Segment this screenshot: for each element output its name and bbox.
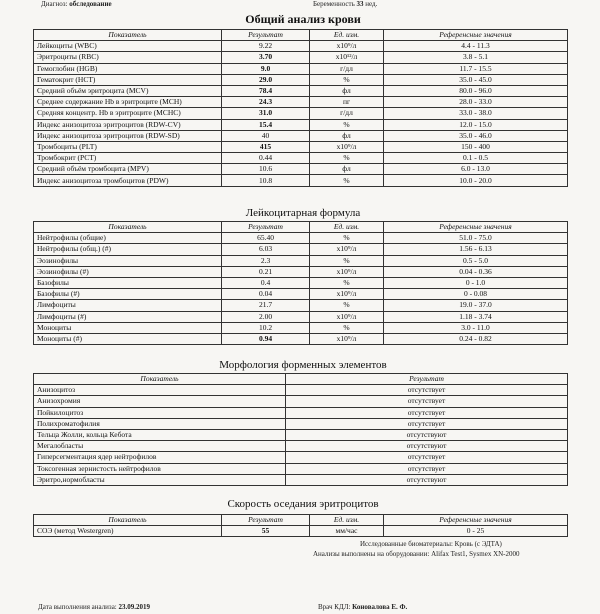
- reference-cell: 0 - 25: [384, 526, 568, 537]
- unit-cell: фл: [310, 85, 384, 96]
- result-cell: 2.00: [222, 311, 310, 322]
- indicator-cell: Гематокрит (HCT): [34, 74, 222, 85]
- leuko-row: [34, 244, 568, 255]
- unit-cell: %: [310, 277, 384, 288]
- reference-cell: 35.0 - 46.0: [384, 130, 568, 141]
- reference-cell: 10.0 - 20.0: [384, 175, 568, 186]
- equipment-note: Анализы выполнены на оборудовании: Alifax Test1, Sysmex XN-2000: [313, 550, 520, 558]
- result-cell: отсутствуют: [286, 441, 568, 452]
- result-cell: отсутствует: [286, 463, 568, 474]
- reference-cell: 150 - 400: [384, 141, 568, 152]
- indicator-cell: Токсогенная зернистость нейтрофилов: [34, 463, 286, 474]
- leuko-row: [34, 322, 568, 333]
- indicator-cell: Моноциты: [34, 322, 222, 333]
- indicator-cell: Базофилы: [34, 277, 222, 288]
- result-cell: 3.70: [222, 52, 310, 63]
- reference-cell: 0.24 - 0.82: [384, 333, 568, 344]
- cbc-row: [34, 52, 568, 63]
- result-cell: 9.0: [222, 63, 310, 74]
- reference-cell: 3.8 - 5.1: [384, 52, 568, 63]
- reference-cell: 0.04 - 0.36: [384, 266, 568, 277]
- unit-cell: x10⁹/л: [310, 289, 384, 300]
- result-cell: отсутствует: [286, 385, 568, 396]
- result-cell: 40: [222, 130, 310, 141]
- unit-cell: x10⁹/л: [310, 333, 384, 344]
- result-cell: 9.22: [222, 41, 310, 52]
- unit-cell: г/дл: [310, 63, 384, 74]
- morph-row: [34, 452, 568, 463]
- result-cell: 415: [222, 141, 310, 152]
- result-cell: 55: [222, 526, 310, 537]
- cbc-header-row: [34, 30, 568, 41]
- unit-cell: x10¹²/л: [310, 52, 384, 63]
- unit-cell: мм/час: [310, 526, 384, 537]
- morph-row: [34, 463, 568, 474]
- indicator-cell: Базофилы (#): [34, 289, 222, 300]
- result-cell: 24.3: [222, 97, 310, 108]
- cbc-row: [34, 119, 568, 130]
- cbc-row: [34, 63, 568, 74]
- col-indicator: Показатель: [34, 374, 286, 385]
- leuko-row: [34, 289, 568, 300]
- indicator-cell: Нейтрофилы (общ.) (#): [34, 244, 222, 255]
- reference-cell: 6.0 - 13.0: [384, 164, 568, 175]
- cbc-row: [34, 141, 568, 152]
- result-cell: 65.40: [222, 233, 310, 244]
- indicator-cell: Моноциты (#): [34, 333, 222, 344]
- indicator-cell: Гемоглобин (HGB): [34, 63, 222, 74]
- cbc-row: [34, 130, 568, 141]
- unit-cell: фл: [310, 164, 384, 175]
- indicator-cell: Тромбокрит (PCT): [34, 153, 222, 164]
- unit-cell: %: [310, 322, 384, 333]
- leuko-row: [34, 311, 568, 322]
- indicator-cell: Эритроциты (RBC): [34, 52, 222, 63]
- indicator-cell: Индекс анизоцитоза эритроцитов (RDW-CV): [34, 119, 222, 130]
- morph-header-row: [34, 374, 568, 385]
- cbc-table: [33, 29, 567, 187]
- unit-cell: x10⁹/л: [310, 311, 384, 322]
- cbc-row: [34, 74, 568, 85]
- indicator-cell: Эритро,нормобласты: [34, 474, 286, 485]
- indicator-cell: Нейтрофилы (общие): [34, 233, 222, 244]
- result-cell: отсутствует: [286, 407, 568, 418]
- cbc-row: [34, 153, 568, 164]
- result-cell: 0.04: [222, 289, 310, 300]
- indicator-cell: Средний объём эритроцита (MCV): [34, 85, 222, 96]
- result-cell: 0.44: [222, 153, 310, 164]
- result-cell: 21.7: [222, 300, 310, 311]
- unit-cell: %: [310, 175, 384, 186]
- reference-cell: 12.0 - 15.0: [384, 119, 568, 130]
- leuko-row: [34, 233, 568, 244]
- col-indicator: Показатель: [34, 30, 222, 41]
- morph-row: [34, 429, 568, 440]
- col-unit: Ед. изм.: [310, 515, 384, 526]
- indicator-cell: Лимфоциты (#): [34, 311, 222, 322]
- morph-table: [33, 373, 567, 486]
- unit-cell: г/дл: [310, 108, 384, 119]
- unit-cell: x10⁹/л: [310, 41, 384, 52]
- result-cell: 6.03: [222, 244, 310, 255]
- unit-cell: x10⁹/л: [310, 266, 384, 277]
- result-cell: отсутствует: [286, 452, 568, 463]
- result-cell: 31.0: [222, 108, 310, 119]
- esr-table: [33, 514, 567, 537]
- reference-cell: 3.0 - 11.0: [384, 322, 568, 333]
- indicator-cell: СОЭ (метод Westergren): [34, 526, 222, 537]
- reference-cell: 33.0 - 38.0: [384, 108, 568, 119]
- indicator-cell: Гиперсегментация ядер нейтрофилов: [34, 452, 286, 463]
- col-result: Результат: [222, 30, 310, 41]
- unit-cell: %: [310, 233, 384, 244]
- indicator-cell: Тельца Жолли, кольца Кебота: [34, 429, 286, 440]
- esr-row: [34, 526, 568, 537]
- indicator-cell: Эозинофилы (#): [34, 266, 222, 277]
- indicator-cell: Мегалобласты: [34, 441, 286, 452]
- col-result: Результат: [222, 515, 310, 526]
- indicator-cell: Средняя концентр. Hb в эритроците (MCHC): [34, 108, 222, 119]
- unit-cell: x10⁹/л: [310, 141, 384, 152]
- morph-title: Морфология форменных элементов: [219, 359, 387, 371]
- reference-cell: 51.0 - 75.0: [384, 233, 568, 244]
- cbc-row: [34, 164, 568, 175]
- morph-row: [34, 396, 568, 407]
- indicator-cell: Средний объём тромбоцита (MPV): [34, 164, 222, 175]
- result-cell: 2.3: [222, 255, 310, 266]
- report-header-line: [33, 0, 573, 12]
- reference-cell: 0.5 - 5.0: [384, 255, 568, 266]
- col-unit: Ед. изм.: [310, 30, 384, 41]
- result-cell: отсутствует: [286, 418, 568, 429]
- col-indicator: Показатель: [34, 515, 222, 526]
- indicator-cell: Анизохромия: [34, 396, 286, 407]
- cbc-row: [34, 41, 568, 52]
- reference-cell: 80.0 - 96.0: [384, 85, 568, 96]
- col-result: Результат: [286, 374, 568, 385]
- indicator-cell: Индекс анизоцитоза эритроцитов (RDW-SD): [34, 130, 222, 141]
- esr-header-row: [34, 515, 568, 526]
- leuko-row: [34, 277, 568, 288]
- reference-cell: 4.4 - 11.3: [384, 41, 568, 52]
- result-cell: отсутствуют: [286, 429, 568, 440]
- reference-cell: 11.7 - 15.5: [384, 63, 568, 74]
- result-cell: 10.6: [222, 164, 310, 175]
- unit-cell: %: [310, 74, 384, 85]
- indicator-cell: Анизоцитоз: [34, 385, 286, 396]
- result-cell: отсутствуют: [286, 474, 568, 485]
- reference-cell: 28.0 - 33.0: [384, 97, 568, 108]
- unit-cell: %: [310, 255, 384, 266]
- cbc-title: Общий анализ крови: [245, 12, 361, 26]
- col-unit: Ед. изм.: [310, 222, 384, 233]
- col-indicator: Показатель: [34, 222, 222, 233]
- indicator-cell: Эозинофилы: [34, 255, 222, 266]
- cbc-row: [34, 108, 568, 119]
- indicator-cell: Среднее содержание Hb в эритроците (MCH): [34, 97, 222, 108]
- col-reference: Референсные значения: [384, 222, 568, 233]
- reference-cell: 0.1 - 0.5: [384, 153, 568, 164]
- result-cell: 0.94: [222, 333, 310, 344]
- indicator-cell: Лимфоциты: [34, 300, 222, 311]
- unit-cell: фл: [310, 130, 384, 141]
- result-cell: 0.4: [222, 277, 310, 288]
- unit-cell: %: [310, 153, 384, 164]
- diagnosis: Диагноз: обследование: [41, 0, 112, 8]
- leuko-row: [34, 266, 568, 277]
- reference-cell: 1.56 - 6.13: [384, 244, 568, 255]
- indicator-cell: Пойкилоцитоз: [34, 407, 286, 418]
- doctor-signature-line: Врач КДЛ: Коновалова Е. Ф.: [318, 603, 408, 611]
- result-cell: 15.4: [222, 119, 310, 130]
- indicator-cell: Индекс анизоцитоза тромбоцитов (PDW): [34, 175, 222, 186]
- indicator-cell: Лейкоциты (WBC): [34, 41, 222, 52]
- leuko-row: [34, 255, 568, 266]
- morph-row: [34, 385, 568, 396]
- pregnancy: Беременность 33 нед.: [313, 0, 378, 8]
- unit-cell: %: [310, 300, 384, 311]
- leuko-header-row: [34, 222, 568, 233]
- unit-cell: пг: [310, 97, 384, 108]
- result-cell: 10.2: [222, 322, 310, 333]
- result-cell: 78.4: [222, 85, 310, 96]
- result-cell: 10.8: [222, 175, 310, 186]
- leuko-title: Лейкоцитарная формула: [245, 207, 361, 219]
- cbc-row: [34, 97, 568, 108]
- morph-row: [34, 418, 568, 429]
- leuko-table: [33, 221, 567, 345]
- reference-cell: 19.0 - 37.0: [384, 300, 568, 311]
- biomaterial-note: Исследованные биоматериалы: Кровь (с ЭДТА): [360, 540, 502, 548]
- col-reference: Референсные значения: [384, 515, 568, 526]
- esr-title: Скорость оседания эритроцитов: [227, 498, 379, 510]
- indicator-cell: Тромбоциты (PLT): [34, 141, 222, 152]
- col-result: Результат: [222, 222, 310, 233]
- unit-cell: x10⁹/л: [310, 244, 384, 255]
- result-cell: 29.0: [222, 74, 310, 85]
- reference-cell: 0 - 0.08: [384, 289, 568, 300]
- col-reference: Референсные значения: [384, 30, 568, 41]
- analysis-date: Дата выполнения анализа: 23.09.2019: [38, 603, 150, 611]
- reference-cell: 1.18 - 3.74: [384, 311, 568, 322]
- morph-row: [34, 407, 568, 418]
- reference-cell: 0 - 1.0: [384, 277, 568, 288]
- leuko-row: [34, 333, 568, 344]
- reference-cell: 35.0 - 45.0: [384, 74, 568, 85]
- indicator-cell: Полихроматофилия: [34, 418, 286, 429]
- result-cell: 0.21: [222, 266, 310, 277]
- cbc-row: [34, 175, 568, 186]
- leuko-row: [34, 300, 568, 311]
- cbc-row: [34, 85, 568, 96]
- morph-row: [34, 474, 568, 485]
- morph-row: [34, 441, 568, 452]
- unit-cell: %: [310, 119, 384, 130]
- result-cell: отсутствует: [286, 396, 568, 407]
